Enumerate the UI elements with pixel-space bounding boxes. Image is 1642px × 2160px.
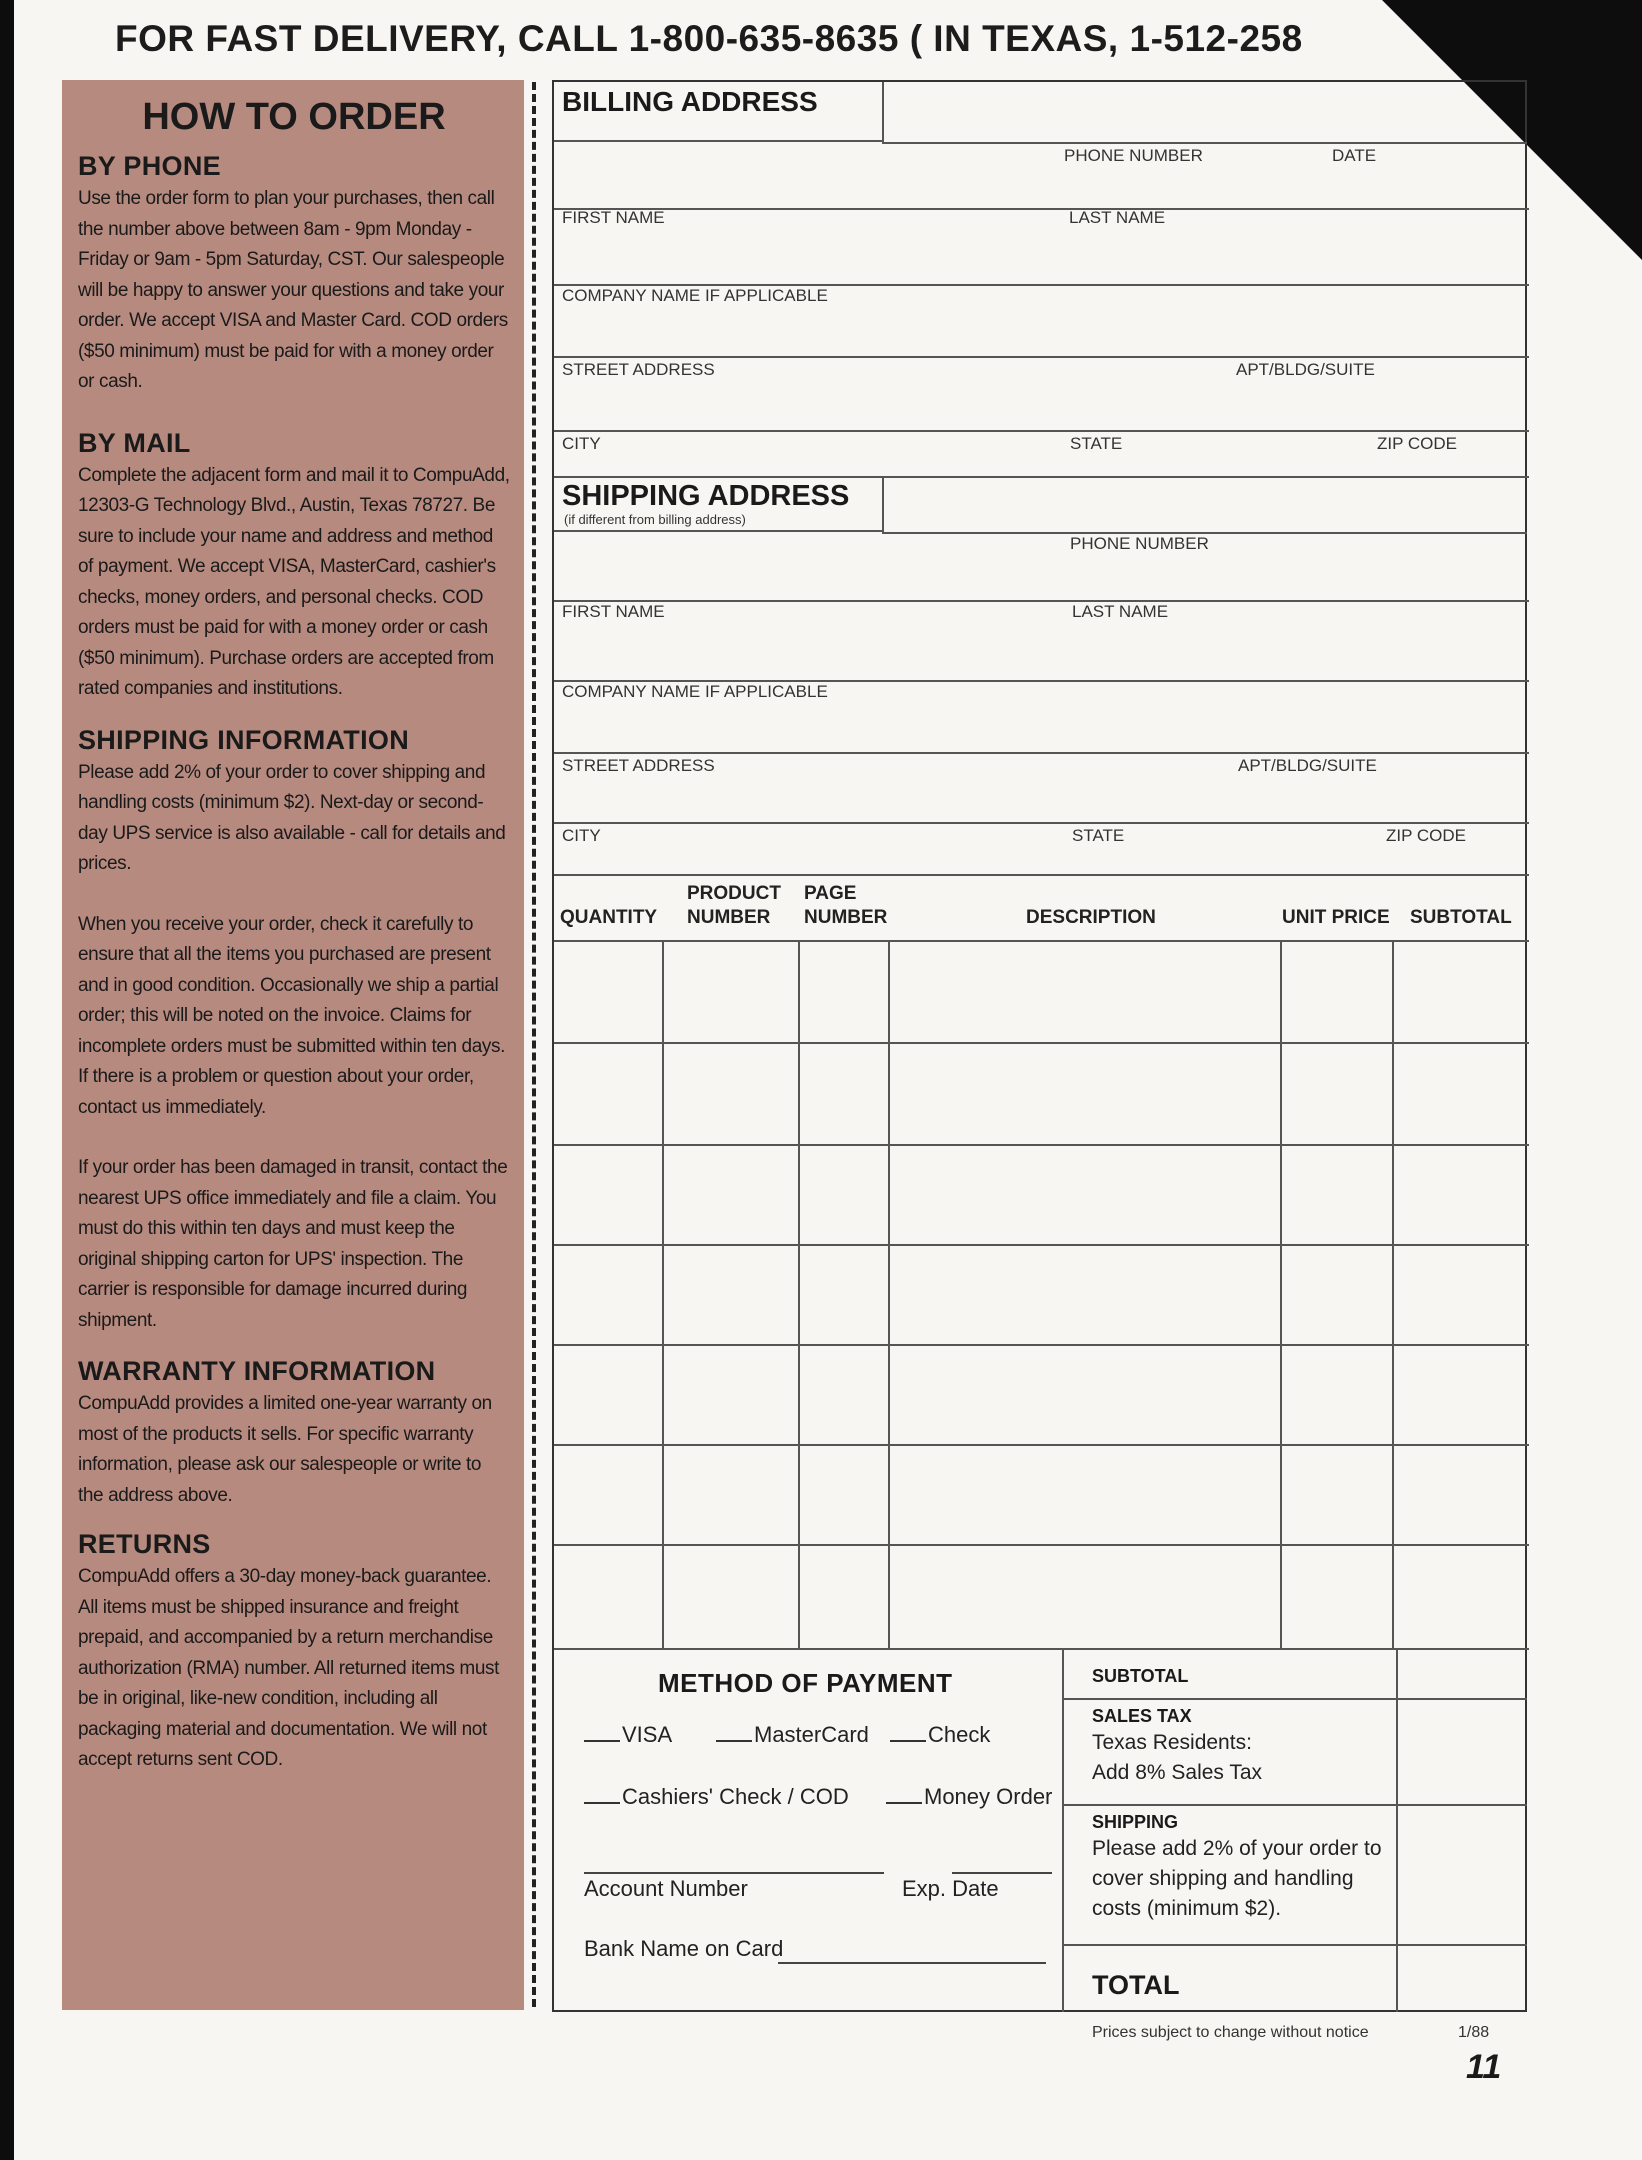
print-code: 1/88 bbox=[1458, 2024, 1490, 2041]
check-label: Check bbox=[928, 1722, 991, 1747]
table-row bbox=[554, 1042, 1529, 1044]
check-blank[interactable] bbox=[890, 1740, 926, 1742]
cut-line bbox=[532, 82, 536, 2007]
shipping-company-label[interactable]: COMPANY NAME IF APPLICABLE bbox=[562, 682, 828, 701]
billing-state-label[interactable]: STATE bbox=[1070, 434, 1123, 453]
table-row bbox=[554, 1144, 1529, 1146]
shipping-address-title: SHIPPING ADDRESS bbox=[562, 480, 850, 512]
billing-city-label[interactable]: CITY bbox=[562, 434, 601, 453]
total-label: TOTAL bbox=[1092, 1970, 1180, 2000]
by-mail-text: Complete the adjacent form and mail it to CompuAdd, 12303-G Technology Blvd., Austin, Texas 78727. Be sure to include your name and address and method of payment. We accept VISA, MasterCard, cashier's checks, money orders, and personal checks. COD orders must be paid for with a money order or cash ($50 minimum). Purchase orders are accepted from rated companies and institutions. bbox=[78, 464, 510, 699]
col-quantity: QUANTITY bbox=[560, 907, 658, 928]
billing-address-title: BILLING ADDRESS bbox=[562, 86, 818, 117]
money-order-option[interactable] bbox=[886, 1784, 1052, 1810]
exp-date-line[interactable] bbox=[952, 1872, 1052, 1874]
shipping-info-text-3: If your order has been damaged in transit, contact the nearest UPS office immediately and file a claim. You must do this within ten days and must keep the original shipping carton for UPS' inspection. The carrier is responsible for damage incurred during shipment. bbox=[78, 1157, 508, 1331]
returns-heading: RETURNS bbox=[78, 1529, 211, 1559]
sales-tax-label: SALES TAX bbox=[1092, 1706, 1192, 1726]
visa-label: VISA bbox=[622, 1722, 673, 1747]
phone-header: FOR FAST DELIVERY, CALL 1-800-635-8635 ( IN TEXAS, 1-512-258 bbox=[115, 18, 1303, 59]
account-number-line[interactable] bbox=[584, 1872, 884, 1874]
by-phone-heading: BY PHONE bbox=[78, 151, 221, 181]
billing-date-label: DATE bbox=[1332, 146, 1377, 165]
shipping-line2: cover shipping and handling bbox=[1092, 1867, 1354, 1890]
table-row bbox=[554, 1544, 1529, 1546]
how-to-order-panel bbox=[62, 80, 524, 2010]
billing-phone-label: PHONE NUMBER bbox=[1064, 146, 1203, 165]
table-row bbox=[554, 1244, 1529, 1246]
sales-tax-line2: Add 8% Sales Tax bbox=[1092, 1761, 1263, 1784]
shipping-label: SHIPPING bbox=[1092, 1812, 1179, 1832]
billing-last-name-label[interactable]: LAST NAME bbox=[1069, 208, 1166, 227]
cashiers-option[interactable] bbox=[584, 1784, 849, 1810]
col-product-line1: PRODUCT bbox=[687, 883, 781, 904]
col-unit-price: UNIT PRICE bbox=[1282, 907, 1390, 928]
cashiers-blank[interactable] bbox=[584, 1802, 620, 1804]
money-order-blank[interactable] bbox=[886, 1802, 922, 1804]
exp-date-label: Exp. Date bbox=[902, 1876, 999, 1901]
billing-zip-label[interactable]: ZIP CODE bbox=[1377, 434, 1457, 453]
warranty-text: CompuAdd provides a limited one-year warranty on most of the products it sells. For specific warranty information, please ask our salespeople or write to the address above. bbox=[78, 1393, 492, 1506]
payment-title: METHOD OF PAYMENT bbox=[658, 1668, 953, 1698]
shipping-info-heading: SHIPPING INFORMATION bbox=[78, 724, 410, 755]
money-order-label: Money Order bbox=[924, 1784, 1053, 1809]
cashiers-label: Cashiers' Check / COD bbox=[622, 1784, 849, 1809]
shipping-first-name-label[interactable]: FIRST NAME bbox=[562, 602, 665, 621]
page-number: 11 bbox=[1466, 2048, 1502, 2086]
mastercard-blank[interactable] bbox=[716, 1740, 752, 1742]
billing-company-label[interactable]: COMPANY NAME IF APPLICABLE bbox=[562, 286, 828, 305]
shipping-city-label[interactable]: CITY bbox=[562, 826, 601, 845]
page-edge bbox=[0, 0, 14, 2160]
shipping-info-text-1: Please add 2% of your order to cover shipping and handling costs (minimum $2). Next-day or second-day UPS service is also available - call for details and prices. bbox=[78, 761, 506, 874]
returns-text: CompuAdd offers a 30-day money-back guarantee. All items must be shipped insurance and freight prepaid, and accompanied by a return merchandise authorization (RMA) number. All returned items must be in original, like-new condition, including all packaging material and documentation. We will not accept returns sent COD. bbox=[78, 1566, 499, 1770]
mastercard-option[interactable] bbox=[716, 1722, 869, 1748]
table-row bbox=[554, 1444, 1529, 1446]
billing-apt-label[interactable]: APT/BLDG/SUITE bbox=[1236, 360, 1375, 379]
visa-option[interactable] bbox=[584, 1722, 672, 1748]
shipping-state-label[interactable]: STATE bbox=[1072, 826, 1125, 845]
col-product-line2: NUMBER bbox=[687, 907, 771, 928]
sales-tax-line1: Texas Residents: bbox=[1092, 1731, 1252, 1754]
shipping-line3: costs (minimum $2). bbox=[1092, 1897, 1282, 1920]
shipping-last-name-label[interactable]: LAST NAME bbox=[1072, 602, 1169, 621]
billing-first-name-label[interactable]: FIRST NAME bbox=[562, 208, 665, 227]
bank-name-line[interactable] bbox=[778, 1962, 1046, 1964]
col-subtotal: SUBTOTAL bbox=[1410, 907, 1512, 928]
col-page-line2: NUMBER bbox=[804, 907, 888, 928]
shipping-info-text-2: When you receive your order, check it carefully to ensure that all the items you purchased are present and in good condition. Occasionally we ship a partial order; this will be noted on the invoice. Claims for incomplete orders must be submitted within ten days. If there is a problem or question about your order, contact us immediately. bbox=[78, 913, 505, 1118]
shipping-line1: Please add 2% of your order to bbox=[1092, 1837, 1382, 1860]
table-row bbox=[554, 1344, 1529, 1346]
col-description: DESCRIPTION bbox=[1026, 907, 1156, 928]
shipping-address-subtitle: (if different from billing address) bbox=[564, 512, 746, 527]
by-phone-text: Use the order form to plan your purchases, then call the number above between 8am - 9pm Monday - Friday or 9am - 5pm Saturday, CST. Our salespeople will be happy to answer your questions and take your order. We accept VISA and Master Card. COD orders ($50 minimum) must be paid for with a money order or cash. bbox=[78, 188, 508, 392]
subtotal-label: SUBTOTAL bbox=[1092, 1666, 1189, 1686]
bank-name-label: Bank Name on Card bbox=[584, 1936, 784, 1961]
price-notice: Prices subject to change without notice bbox=[1092, 2024, 1369, 2041]
shipping-phone-label: PHONE NUMBER bbox=[1070, 534, 1209, 553]
how-to-order-title: HOW TO ORDER bbox=[142, 96, 446, 138]
col-page-line1: PAGE bbox=[804, 883, 857, 904]
shipping-street-label[interactable]: STREET ADDRESS bbox=[562, 756, 715, 775]
order-form bbox=[552, 80, 1527, 2012]
by-mail-heading: BY MAIL bbox=[78, 427, 191, 458]
shipping-zip-label[interactable]: ZIP CODE bbox=[1386, 826, 1466, 845]
mastercard-label: MasterCard bbox=[754, 1722, 869, 1747]
warranty-heading: WARRANTY INFORMATION bbox=[78, 1356, 436, 1386]
billing-street-label[interactable]: STREET ADDRESS bbox=[562, 360, 715, 379]
check-option[interactable] bbox=[890, 1722, 990, 1748]
account-number-label: Account Number bbox=[584, 1876, 748, 1901]
shipping-apt-label[interactable]: APT/BLDG/SUITE bbox=[1238, 756, 1377, 775]
visa-blank[interactable] bbox=[584, 1740, 620, 1742]
